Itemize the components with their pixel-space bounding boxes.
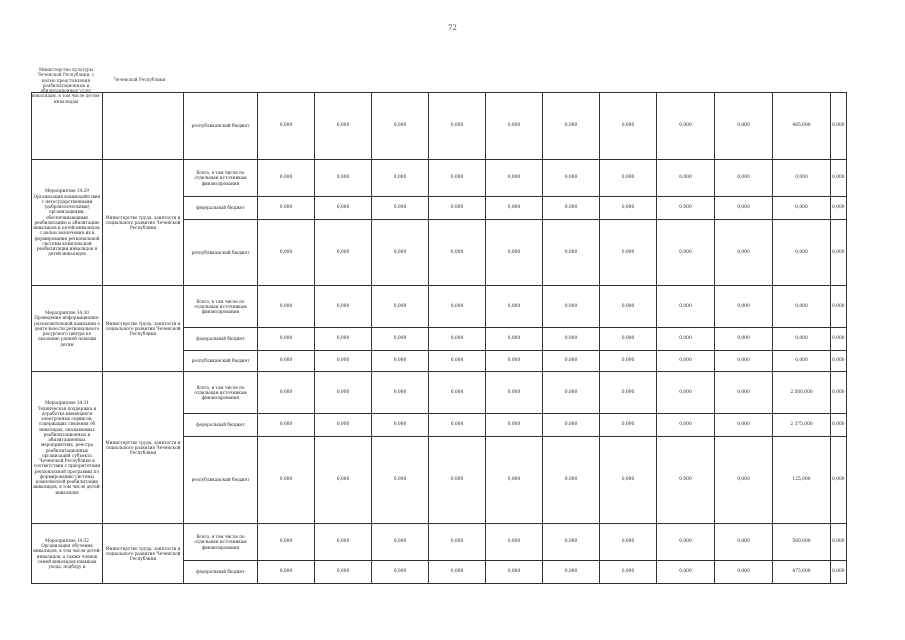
- amount-cell: 0,000: [831, 197, 847, 220]
- amount-cell: 0,000: [429, 160, 486, 197]
- amount-cell: 0,000: [486, 160, 543, 197]
- amount-cell: 0,000: [831, 351, 847, 372]
- amount-cell: 0,000: [715, 220, 773, 286]
- funding-source-cell: федеральный бюджет: [184, 197, 258, 220]
- amount-cell: 0,000: [315, 286, 372, 328]
- amount-cell: 0,000: [600, 524, 657, 561]
- amount-cell: 0,000: [831, 220, 847, 286]
- funding-source-cell: республиканский бюджет: [184, 93, 258, 160]
- amount-cell: 0,000: [372, 414, 429, 437]
- amount-cell: 0,000: [543, 414, 600, 437]
- amount-cell: 0,000: [372, 351, 429, 372]
- amount-cell: 0,000: [315, 197, 372, 220]
- amount-cell: 0,000: [258, 372, 315, 414]
- amount-cell: 0,000: [543, 561, 600, 584]
- amount-cell: 0,000: [831, 524, 847, 561]
- amount-cell: 0,000: [831, 372, 847, 414]
- amount-cell: 0,000: [372, 524, 429, 561]
- amount-cell: 0,000: [258, 286, 315, 328]
- amount-cell: 0,000: [486, 197, 543, 220]
- amount-cell: 0,000: [315, 414, 372, 437]
- amount-cell: 0,000: [657, 328, 715, 351]
- amount-cell: 0,000: [600, 414, 657, 437]
- event-cell: Мероприятие 14.32 Организация обучения инвалидов, в том числе детей-инвалидов, а также членов семей инвалидов навыкам ухода, подбору и: [32, 524, 103, 584]
- amount-cell: 0,000: [600, 197, 657, 220]
- amount-cell: 125,000: [773, 437, 831, 524]
- amount-cell: 0,000: [657, 160, 715, 197]
- amount-cell: 0,000: [543, 372, 600, 414]
- cut-executor-text: Чеченской Республики: [113, 77, 166, 82]
- amount-cell: 0,000: [773, 160, 831, 197]
- page-number: 72: [448, 24, 457, 32]
- funding-source-cell: Всего, в том числе по отдельным источникам финансирования: [184, 524, 258, 561]
- amount-cell: 0,000: [486, 524, 543, 561]
- amount-cell: 0,000: [600, 160, 657, 197]
- amount-cell: 0,000: [372, 160, 429, 197]
- amount-cell: 0,000: [486, 437, 543, 524]
- amount-cell: 0,000: [773, 220, 831, 286]
- amount-cell: 0,000: [715, 414, 773, 437]
- amount-cell: 0,000: [543, 93, 600, 160]
- funding-table: [31, 92, 847, 584]
- amount-cell: 0,000: [372, 328, 429, 351]
- amount-cell: 0,000: [258, 197, 315, 220]
- amount-cell: 0,000: [429, 328, 486, 351]
- amount-cell: 0,000: [831, 437, 847, 524]
- amount-cell: 0,000: [715, 93, 773, 160]
- amount-cell: 0,000: [600, 93, 657, 160]
- amount-cell: 0,000: [486, 351, 543, 372]
- amount-cell: 0,000: [258, 414, 315, 437]
- amount-cell: 0,000: [657, 561, 715, 584]
- event-cell: Мероприятие 14.29 Организация взаимодействия с негосударственными (добровольческими) организациями, обеспечивающими реабилитацию и абилитацию инвалидов и детей-инвалидов, с целью вовлечения их в формирование региональной системы комплексной реабилитации инвалидов и детей-инвалидов: [32, 160, 103, 286]
- amount-cell: 0,000: [372, 437, 429, 524]
- table-row: [32, 524, 847, 561]
- amount-cell: 0,000: [315, 160, 372, 197]
- funding-source-cell: федеральный бюджет: [184, 328, 258, 351]
- executor-cell: Министерство труда, занятости и социального развития Чеченской Республики: [103, 524, 184, 584]
- amount-cell: 0,000: [600, 561, 657, 584]
- amount-cell: 0,000: [543, 197, 600, 220]
- amount-cell: 0,000: [600, 437, 657, 524]
- amount-cell: 0,000: [831, 160, 847, 197]
- amount-cell: 0,000: [258, 437, 315, 524]
- amount-cell: 0,000: [543, 351, 600, 372]
- funding-source-cell: федеральный бюджет: [184, 561, 258, 584]
- amount-cell: 0,000: [372, 93, 429, 160]
- funding-source-cell: республиканский бюджет: [184, 437, 258, 524]
- amount-cell: 0,000: [429, 414, 486, 437]
- amount-cell: 0,000: [831, 328, 847, 351]
- amount-cell: 0,000: [600, 372, 657, 414]
- amount-cell: 0,000: [657, 93, 715, 160]
- amount-cell: 0,000: [429, 437, 486, 524]
- amount-cell: 0,000: [372, 561, 429, 584]
- amount-cell: 0,000: [773, 328, 831, 351]
- amount-cell: 0,000: [486, 372, 543, 414]
- amount-cell: 0,000: [715, 197, 773, 220]
- funding-source-cell: республиканский бюджет: [184, 220, 258, 286]
- amount-cell: 0,000: [773, 197, 831, 220]
- amount-cell: 0,000: [258, 524, 315, 561]
- cut-event-text: Министерство культуры Чеченской Республики, с целью представления реабилитационных и абилитационных услуг инвалидам, в том числе детям-инвалидам: [31, 67, 101, 104]
- executor-cell: Министерство труда, занятости и социального развития Чеченской Республики: [103, 286, 184, 372]
- executor-cell-continued: [103, 93, 184, 160]
- amount-cell: 0,000: [429, 220, 486, 286]
- amount-cell: 475,000: [773, 561, 831, 584]
- amount-cell: 0,000: [831, 414, 847, 437]
- amount-cell: 0,000: [372, 220, 429, 286]
- amount-cell: 0,000: [429, 561, 486, 584]
- amount-cell: 0,000: [600, 351, 657, 372]
- amount-cell: 0,000: [831, 286, 847, 328]
- amount-cell: 0,000: [657, 286, 715, 328]
- amount-cell: 2 500,000: [773, 372, 831, 414]
- funding-source-cell: федеральный бюджет: [184, 414, 258, 437]
- amount-cell: 0,000: [258, 328, 315, 351]
- amount-cell: 500,000: [773, 524, 831, 561]
- amount-cell: 0,000: [315, 437, 372, 524]
- amount-cell: 0,000: [773, 351, 831, 372]
- amount-cell: 0,000: [486, 286, 543, 328]
- amount-cell: 0,000: [831, 93, 847, 160]
- event-cell: Мероприятие 14.31 Техническая поддержка и доработка имеющихся электронных сервисов, содержащих сведения об инвалидах, оказываемых реабилитационных и абилитационных мероприятиях, реестра реабилитационных организаций субъекта Чеченской Республики в соответствии с приоритетами региональной программы по формированию системы комплексной реабилитации инвалидов, в том числе детей-инвалидов: [32, 372, 103, 524]
- amount-cell: 0,000: [258, 220, 315, 286]
- amount-cell: 0,000: [486, 414, 543, 437]
- amount-cell: 0,000: [258, 351, 315, 372]
- amount-cell: 0,000: [372, 372, 429, 414]
- amount-cell: 0,000: [657, 414, 715, 437]
- amount-cell: 0,000: [657, 220, 715, 286]
- amount-cell: 0,000: [657, 197, 715, 220]
- amount-cell: 0,000: [715, 437, 773, 524]
- amount-cell: 0,000: [429, 351, 486, 372]
- amount-cell: 0,000: [315, 93, 372, 160]
- amount-cell: 0,000: [543, 328, 600, 351]
- funding-source-cell: Всего, в том числе по отдельным источникам финансирования: [184, 372, 258, 414]
- amount-cell: 0,000: [543, 437, 600, 524]
- amount-cell: 0,000: [543, 160, 600, 197]
- amount-cell: 0,000: [315, 524, 372, 561]
- amount-cell: 0,000: [315, 351, 372, 372]
- amount-cell: 0,000: [715, 351, 773, 372]
- amount-cell: 0,000: [429, 524, 486, 561]
- amount-cell: 0,000: [657, 351, 715, 372]
- amount-cell: 0,000: [715, 524, 773, 561]
- amount-cell: 0,000: [715, 160, 773, 197]
- amount-cell: 0,000: [372, 286, 429, 328]
- amount-cell: 2 375,000: [773, 414, 831, 437]
- funding-source-cell: Всего, в том числе по отдельным источникам финансирования: [184, 286, 258, 328]
- amount-cell: 0,000: [486, 328, 543, 351]
- amount-cell: 0,000: [486, 220, 543, 286]
- table-row: [32, 160, 847, 197]
- event-cell: Мероприятие 14.30 Проведение информационно-разъяснительной кампании о деятельности регионального ресурсного центра по оказанию ранней помощи детям: [32, 286, 103, 372]
- amount-cell: 0,000: [372, 197, 429, 220]
- amount-cell: 0,000: [315, 561, 372, 584]
- amount-cell: 0,000: [258, 160, 315, 197]
- amount-cell: 0,000: [657, 437, 715, 524]
- funding-source-cell: Всего, в том числе по отдельным источникам финансирования: [184, 160, 258, 197]
- amount-cell: 0,000: [657, 372, 715, 414]
- amount-cell: 0,000: [715, 561, 773, 584]
- table-row: [32, 93, 847, 160]
- amount-cell: 0,000: [258, 93, 315, 160]
- event-cell-continued: [32, 93, 103, 160]
- amount-cell: 0,000: [600, 328, 657, 351]
- amount-cell: 0,000: [486, 93, 543, 160]
- funding-source-cell: республиканский бюджет: [184, 351, 258, 372]
- table-row: [32, 286, 847, 328]
- amount-cell: 0,000: [600, 220, 657, 286]
- amount-cell: 465,000: [773, 93, 831, 160]
- amount-cell: 0,000: [429, 197, 486, 220]
- cut-off-top-fragment: [31, 67, 191, 104]
- amount-cell: 0,000: [258, 561, 315, 584]
- executor-cell: Министерство труда, занятости и социального развития Чеченской Республики: [103, 160, 184, 286]
- amount-cell: 0,000: [715, 372, 773, 414]
- amount-cell: 0,000: [715, 286, 773, 328]
- executor-cell: Министерство труда, занятости и социального развития Чеченской Республики: [103, 372, 184, 524]
- amount-cell: 0,000: [657, 524, 715, 561]
- amount-cell: 0,000: [543, 220, 600, 286]
- amount-cell: 0,000: [429, 372, 486, 414]
- amount-cell: 0,000: [831, 561, 847, 584]
- amount-cell: 0,000: [543, 524, 600, 561]
- amount-cell: 0,000: [315, 328, 372, 351]
- amount-cell: 0,000: [773, 286, 831, 328]
- amount-cell: 0,000: [715, 328, 773, 351]
- amount-cell: 0,000: [543, 286, 600, 328]
- amount-cell: 0,000: [429, 93, 486, 160]
- amount-cell: 0,000: [429, 286, 486, 328]
- amount-cell: 0,000: [315, 372, 372, 414]
- amount-cell: 0,000: [600, 286, 657, 328]
- table-row: [32, 372, 847, 414]
- amount-cell: 0,000: [315, 220, 372, 286]
- amount-cell: 0,000: [486, 561, 543, 584]
